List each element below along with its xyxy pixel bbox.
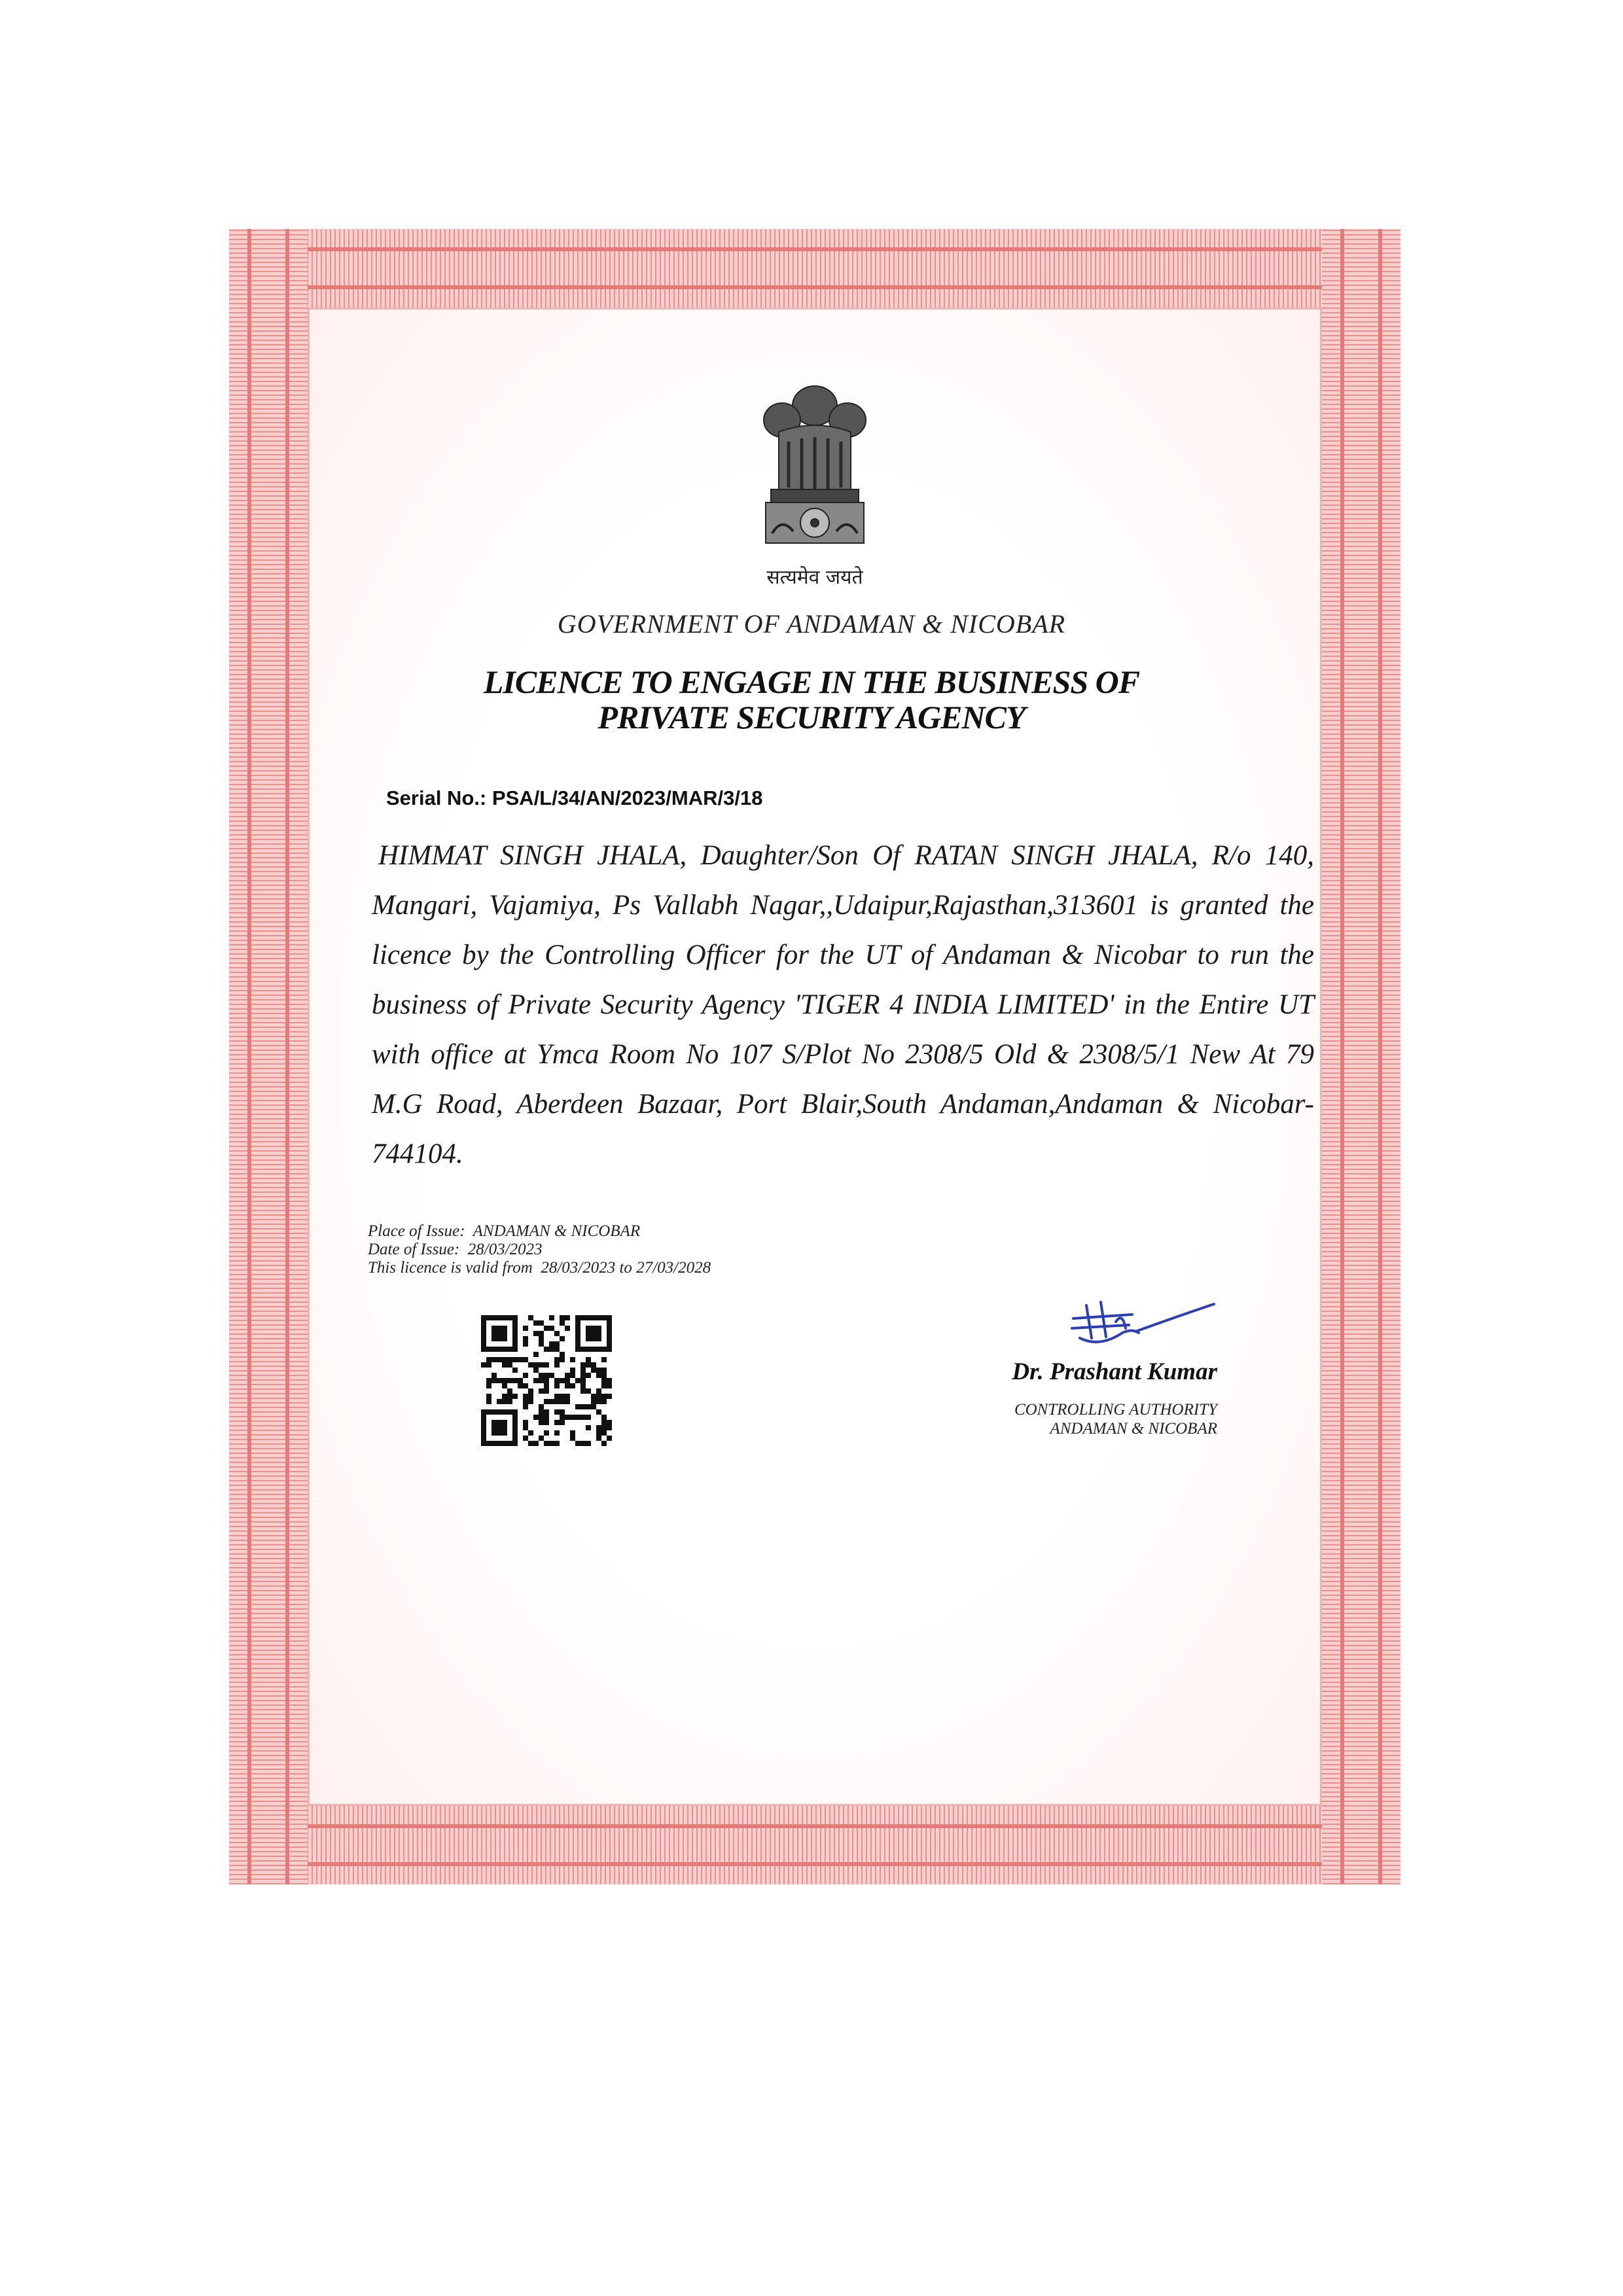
serial-value: PSA/L/34/AN/2023/MAR/3/18 [491, 786, 763, 809]
designation-line2: ANDAMAN & NICOBAR [1050, 1420, 1217, 1438]
border-right [1322, 229, 1400, 1884]
place-label: Place of Issue: [368, 1222, 465, 1240]
designation-line1: CONTROLLING AUTHORITY [1014, 1401, 1217, 1419]
validity-period [368, 1259, 711, 1277]
validity-label: This licence is valid from [368, 1259, 533, 1277]
date-label: Date of Issue: [368, 1241, 460, 1258]
emblem-motto: सत्यमेव जयते [766, 566, 863, 589]
issue-details [368, 1222, 711, 1277]
qr-code-icon[interactable] [481, 1315, 612, 1446]
place-of-issue [368, 1222, 711, 1241]
national-emblem-icon [753, 380, 877, 563]
signatory-name: Dr. Prashant Kumar [1012, 1358, 1217, 1385]
signatory-designation [942, 1400, 1217, 1438]
licence-title-line1: LICENCE TO ENGAGE IN THE BUSINESS OF [483, 663, 1140, 700]
border-top [229, 229, 1400, 308]
licence-title [0, 664, 1623, 735]
date-of-issue [368, 1241, 711, 1259]
valid-from: 28/03/2023 [541, 1259, 616, 1277]
valid-to-word: to [619, 1259, 632, 1277]
signature-icon [1060, 1292, 1217, 1358]
licence-body-text: HIMMAT SINGH JHALA, Daughter/Son Of RATAN SINGH JHALA, R/o 140, Mangari, Vajamiya, Ps Vallabh Nagar,,Udaipur,Rajasthan,313601 is granted the licence by the Controlling Officer for the UT of Andaman & Nicobar to run the business of Private Security Agency 'TIGER 4 INDIA LIMITED' in the Entire UT with office at Ymca Room No 107 S/Plot No 2308/5 Old & 2308/5/1 New At 79 M.G Road, Aberdeen Bazaar, Port Blair,South Andaman,Andaman & Nicobar-744104. [372, 840, 1314, 1169]
valid-to: 27/03/2028 [636, 1259, 711, 1277]
serial-number [386, 786, 762, 810]
serial-label: Serial No.: [386, 786, 487, 809]
border-bottom [229, 1806, 1400, 1884]
border-left [229, 229, 308, 1884]
date-value: 28/03/2023 [467, 1241, 543, 1258]
government-heading: GOVERNMENT OF ANDAMAN & NICOBAR [557, 609, 1066, 639]
place-value: ANDAMAN & NICOBAR [473, 1222, 641, 1240]
licence-title-line2: PRIVATE SECURITY AGENCY [597, 699, 1026, 735]
